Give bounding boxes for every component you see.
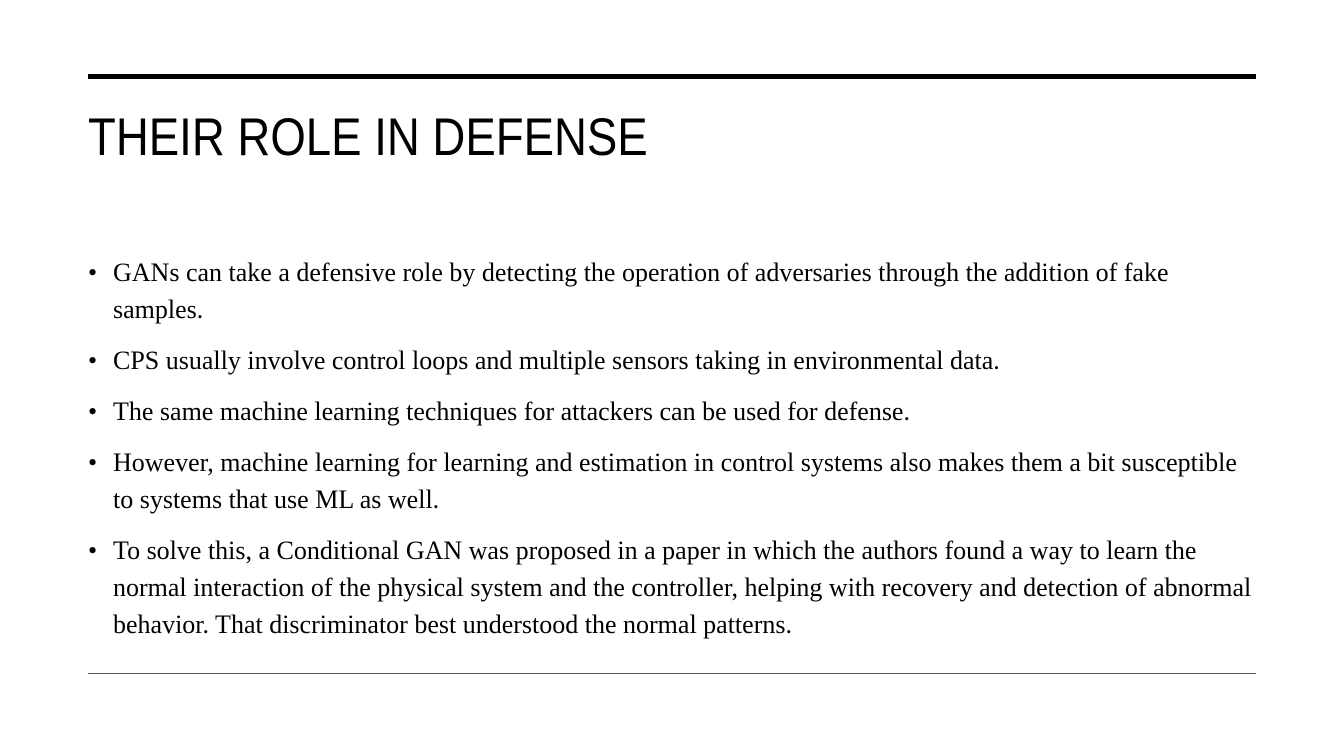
bullet-item <box>88 342 1256 379</box>
bullet-dot-icon: • <box>88 258 98 287</box>
bullet-list <box>88 254 1256 657</box>
bullet-text: CPS usually involve control loops and multiple sensors taking in environmental data. <box>113 346 1000 375</box>
bullet-text: The same machine learning techniques for attackers can be used for defense. <box>113 397 910 426</box>
bullet-text: However, machine learning for learning and estimation in control systems also makes them a bit susceptible to systems that use ML as well. <box>113 448 1237 514</box>
bullet-text: GANs can take a defensive role by detecting the operation of adversaries through the addition of fake samples. <box>113 258 1169 324</box>
bullet-item <box>88 254 1256 328</box>
bullet-dot-icon: • <box>88 346 98 375</box>
title-top-rule <box>88 74 1256 79</box>
bullet-item <box>88 444 1256 518</box>
slide-title: THEIR ROLE IN DEFENSE <box>88 108 648 167</box>
bullet-dot-icon: • <box>88 448 98 477</box>
bullet-item <box>88 532 1256 643</box>
bullet-dot-icon: • <box>88 397 98 426</box>
footer-rule <box>88 673 1256 674</box>
bullet-text: To solve this, a Conditional GAN was proposed in a paper in which the authors found a way to learn the normal interaction of the physical system and the controller, helping with recovery and detection of abnormal behavior. That discriminator best understood the normal patterns. <box>113 536 1252 639</box>
bullet-dot-icon: • <box>88 536 98 565</box>
bullet-item <box>88 393 1256 430</box>
